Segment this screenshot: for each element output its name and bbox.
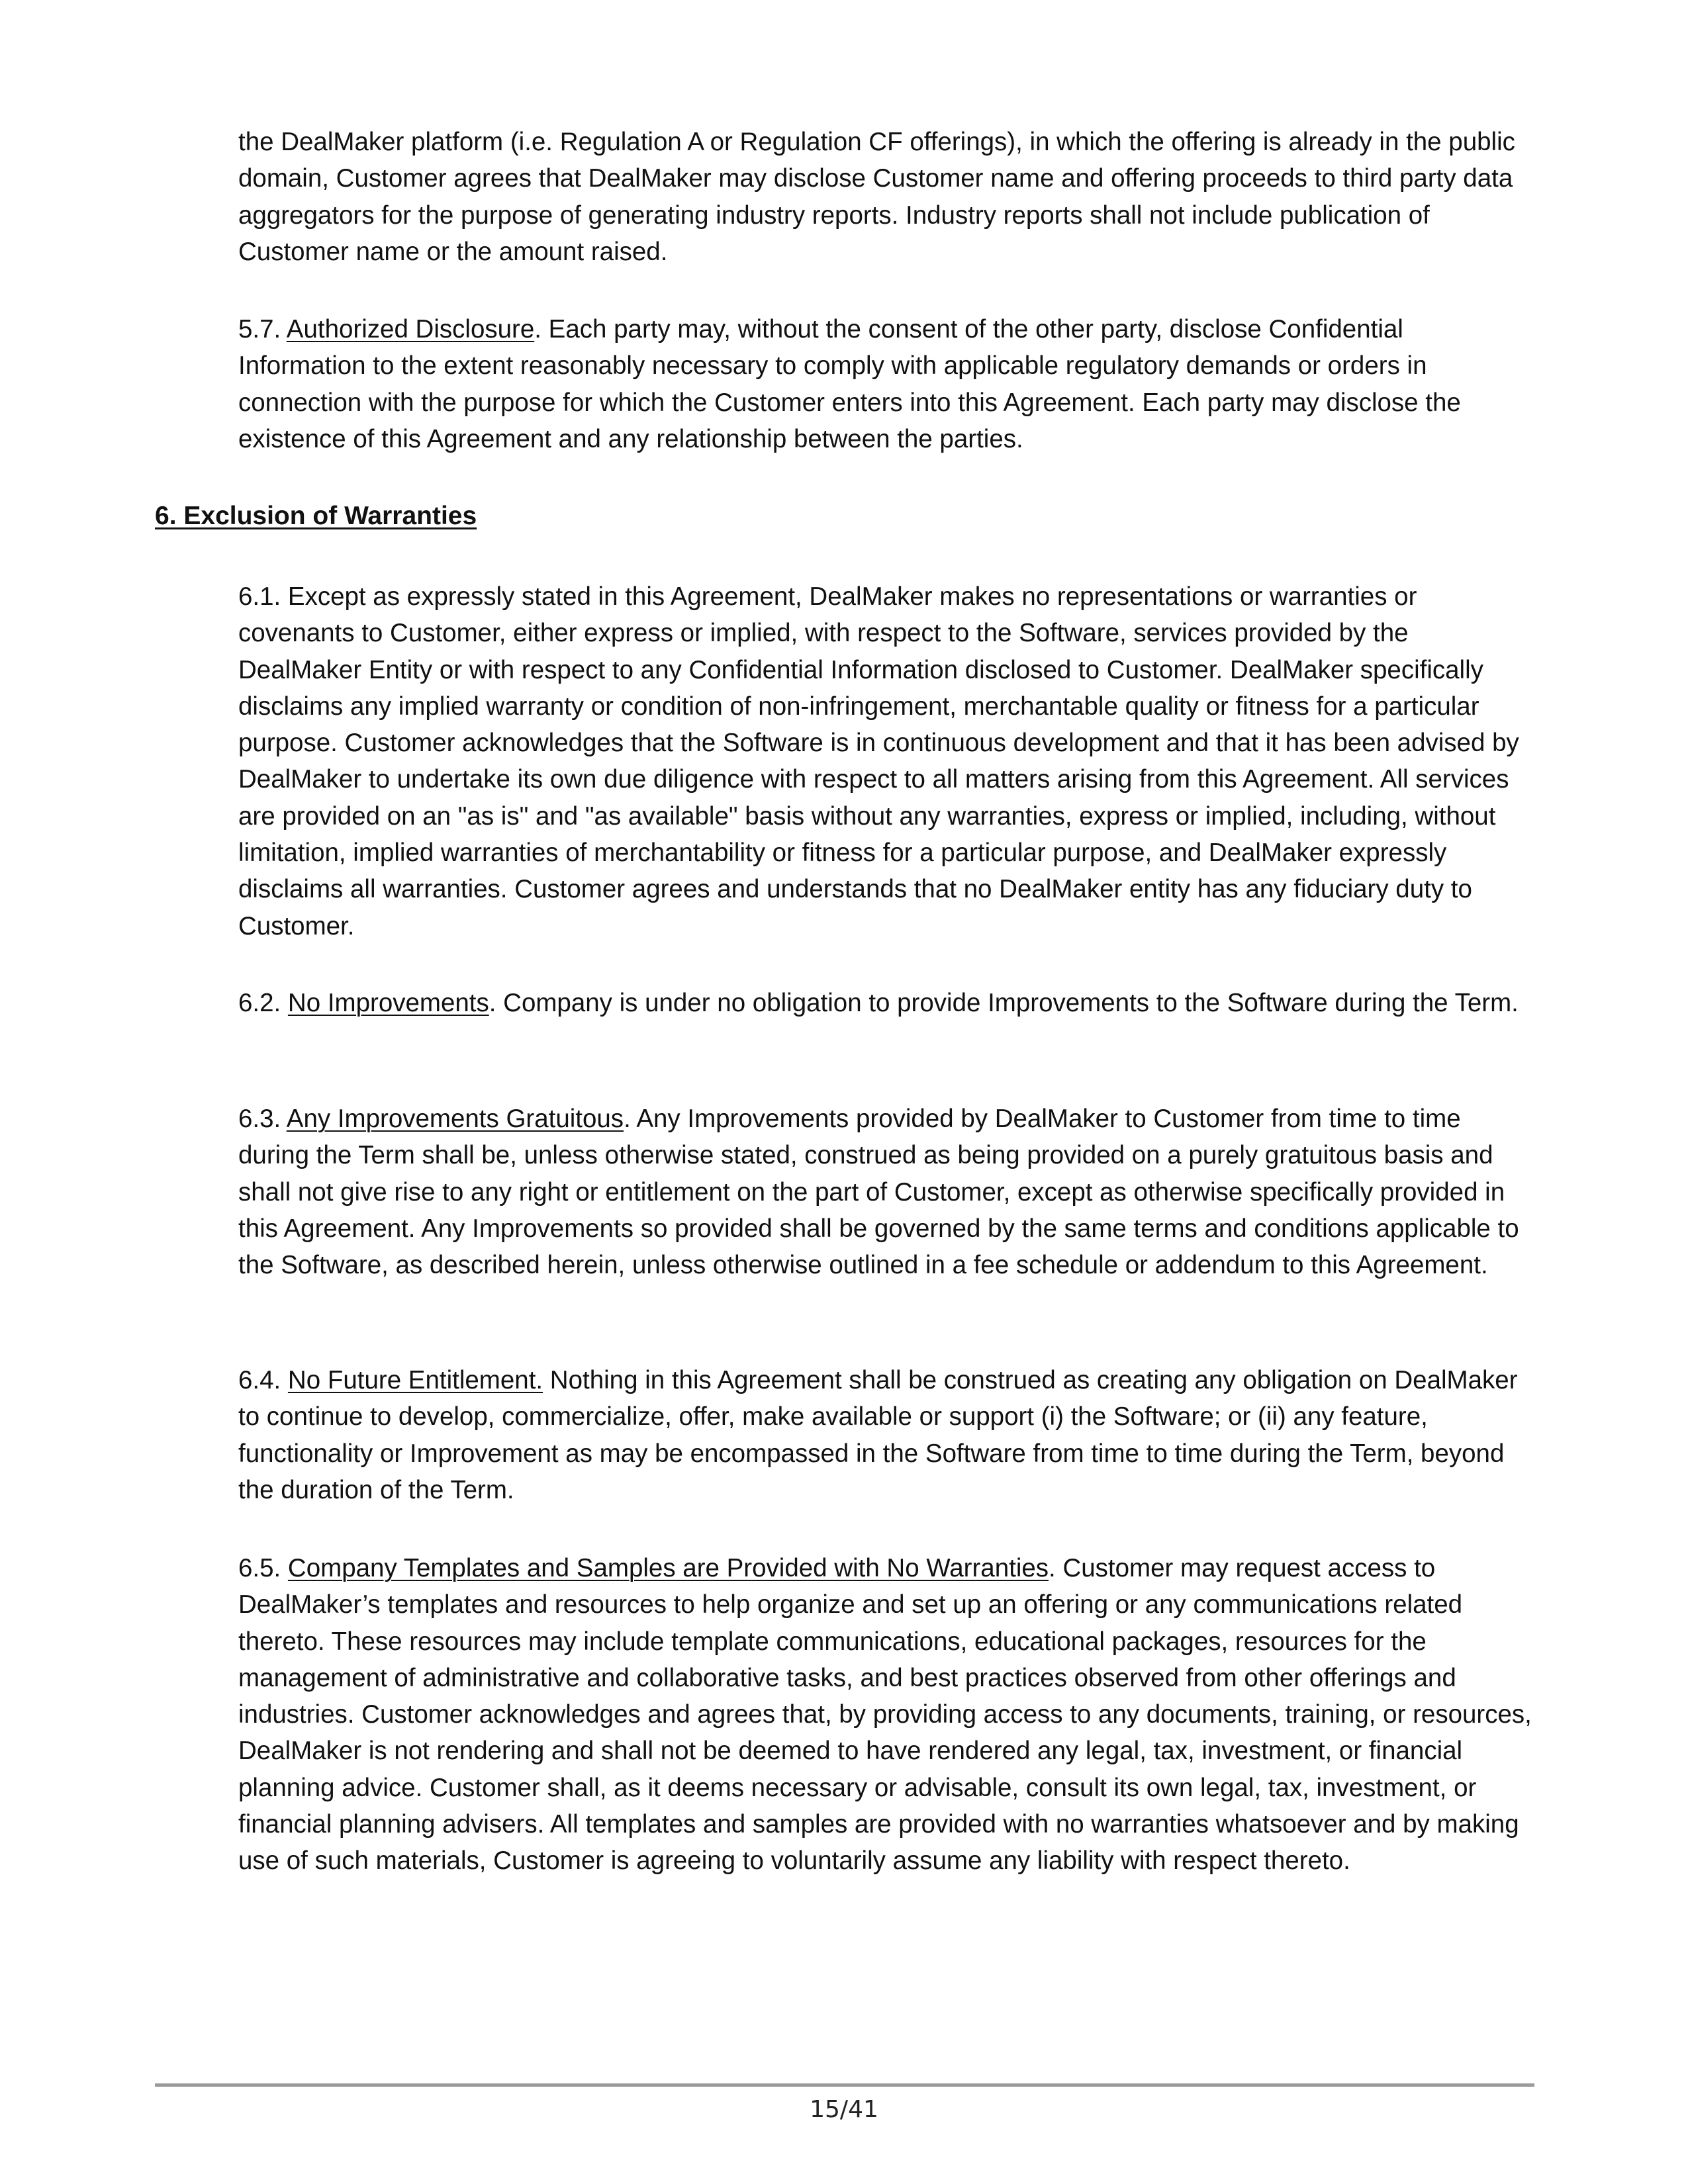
- paragraph-text: 6.1. Except as expressly stated in this Agreement, DealMaker makes no representations or warranties or covenants to Customer, either express or implied, with respect to the Software, services provided by the DealMaker Entity or with respect to any Confidential Information disclosed to Customer. DealMaker specifically disclaims any implied warranty or condition of non-infringement, merchantable quality or fitness for a particular purpose. Customer acknowledges that the Software is in continuous development and that it has been advised by DealMaker to undertake its own due diligence with respect to all matters arising from this Agreement. All services are provided on an "as is" and "as available" basis without any warranties, express or implied, including, without limitation, implied warranties of merchantability or fitness for a particular purpose, and DealMaker expressly disclaims all warranties. Customer agrees and understands that no DealMaker entity has any fiduciary duty to Customer.: [238, 582, 1519, 940]
- paragraph-continuation: [238, 124, 1536, 270]
- clause-number: 6.2.: [238, 989, 288, 1017]
- section-heading: 6. Exclusion of Warranties: [155, 502, 477, 530]
- clause-title: Company Templates and Samples are Provided with No Warranties: [287, 1554, 1049, 1582]
- clause-title: Authorized Disclosure: [286, 315, 535, 343]
- clause-number: 5.7.: [238, 315, 287, 343]
- paragraph-6-4: [238, 1362, 1536, 1508]
- clause-number: 6.5.: [238, 1554, 288, 1582]
- clause-number: 6.4.: [238, 1366, 288, 1394]
- clause-title: No Future Entitlement.: [287, 1366, 543, 1394]
- clause-number: 6.3.: [238, 1105, 287, 1133]
- clause-title: Any Improvements Gratuitous: [286, 1105, 624, 1133]
- paragraph-6-1: [238, 578, 1536, 944]
- paragraph-6-5: [238, 1550, 1536, 1880]
- clause-text: Nothing in this Agreement shall be construed as creating any obligation on DealMaker to continue to develop, commercialize, offer, make available or support (i) the Software; or (ii) any feature, functionality or Improvement as may be encompassed in the Software from time to time during the Term, beyond the duration of the Term.: [238, 1366, 1518, 1504]
- clause-text: . Each party may, without the consent of the other party, disclose Confidential Information to the extent reasonably necessary to comply with applicable regulatory demands or orders in connection with the purpose for which the Customer enters into this Agreement. Each party may disclose the existence of this Agreement and any relationship between the parties.: [238, 315, 1461, 453]
- clause-title: No Improvements: [287, 989, 489, 1017]
- paragraph-5-7: [238, 311, 1536, 457]
- paragraph-6-3: [238, 1101, 1536, 1283]
- paragraph-text: the DealMaker platform (i.e. Regulation A or Regulation CF offerings), in which the offering is already in the public domain, Customer agrees that DealMaker may disclose Customer name and offering proceeds to third party data aggregators for the purpose of generating industry reports. Industry reports shall not include publication of Customer name or the amount raised.: [238, 128, 1515, 266]
- footer-divider: [155, 2083, 1534, 2087]
- clause-text: . Any Improvements provided by DealMaker to Customer from time to time during the Term shall be, unless otherwise stated, construed as being provided on a purely gratuitous basis and shall not give rise to any right or entitlement on the part of Customer, except as otherwise specifically provided in this Agreement. Any Improvements so provided shall be governed by the same terms and conditions applicable to the Software, as described herein, unless otherwise outlined in a fee schedule or addendum to this Agreement.: [238, 1105, 1519, 1280]
- paragraph-6-2: [238, 985, 1536, 1021]
- clause-text: . Company is under no obligation to provide Improvements to the Software during the Term.: [489, 989, 1519, 1017]
- clause-text: . Customer may request access to DealMaker’s templates and resources to help organize and set up an offering or any communications related thereto. These resources may include template communications, educational packages, resources for the management of administrative and collaborative tasks, and best practices observed from other offerings and industries. Customer acknowledges and agrees that, by providing access to any documents, training, or resources, DealMaker is not rendering and shall not be deemed to have rendered any legal, tax, investment, or financial planning advice. Customer shall, as it deems necessary or advisable, consult its own legal, tax, investment, or financial planning advisers. All templates and samples are provided with no warranties whatsoever and by making use of such materials, Customer is agreeing to voluntarily assume any liability with respect thereto.: [238, 1554, 1532, 1876]
- page-number: 15/41: [810, 2096, 878, 2123]
